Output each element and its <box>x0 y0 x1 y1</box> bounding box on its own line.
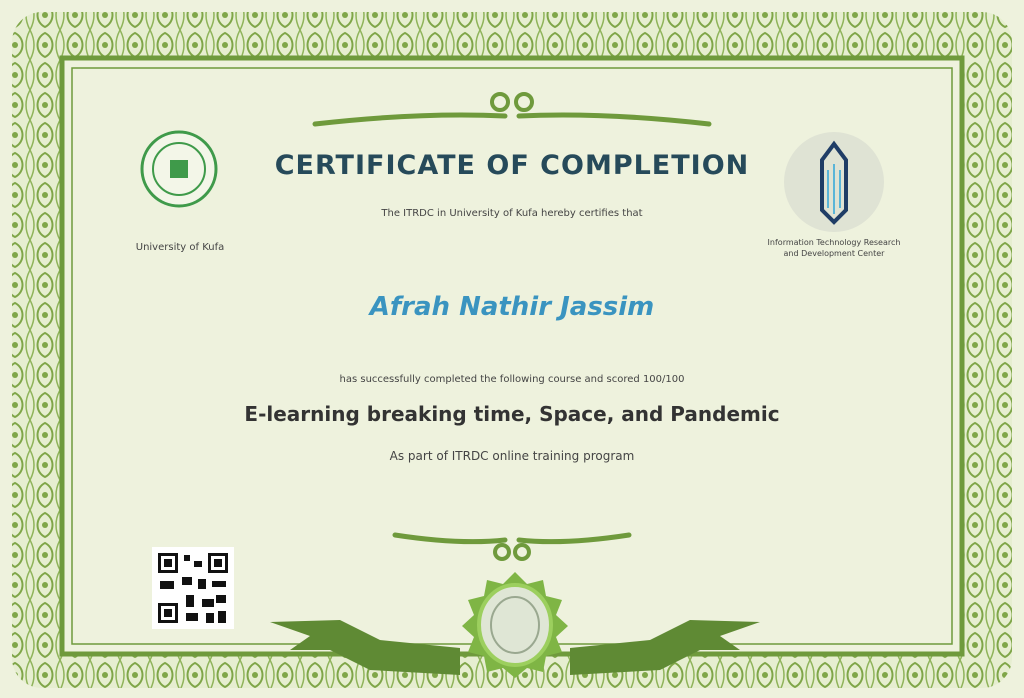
program-text: As part of ITRDC online training program <box>389 449 635 463</box>
completion-statement: has successfully completed the following course and scored 100/100 <box>339 374 685 385</box>
certificate-title: CERTIFICATE OF COMPLETION <box>274 150 750 181</box>
left-logo-caption: University of Kufa <box>135 242 225 253</box>
seal-icon <box>270 570 760 680</box>
qr-code-icon[interactable] <box>152 547 234 629</box>
intro-text: The ITRDC in University of Kufa hereby certifies that <box>381 208 643 219</box>
right-logo-caption-line2: and Development Center <box>783 249 885 258</box>
right-logo-caption-line1: Information Technology Research <box>767 238 901 247</box>
course-title: E-learning breaking time, Space, and Pandemic <box>244 402 780 426</box>
recipient-name: Afrah Nathir Jassim <box>369 292 655 322</box>
